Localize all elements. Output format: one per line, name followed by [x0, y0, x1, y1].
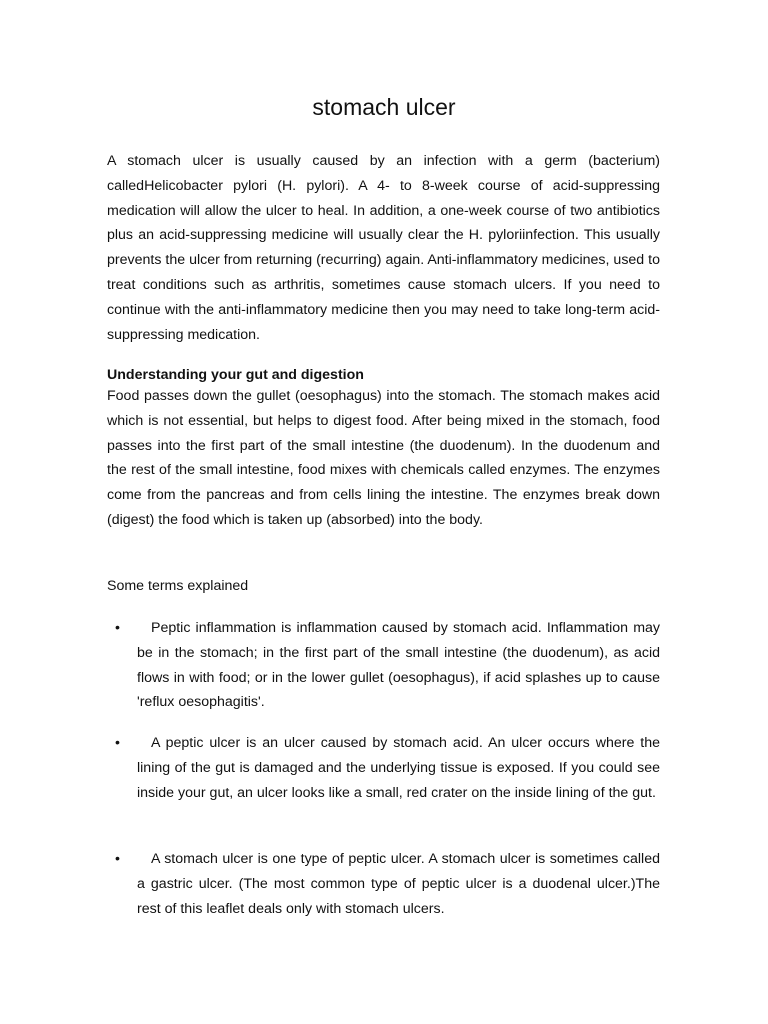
page-title: stomach ulcer — [312, 94, 456, 120]
bullet-icon: • — [115, 620, 120, 636]
section-paragraph: Food passes down the gullet (oesophagus) into the stomach. The stomach makes acid which is not essential, but helps to digest food. After being mixed in the stomach, food passes into the first part of the small intestine (the duodenum). In the duodenum and the rest of the small intestine, food mixes with chemicals called enzymes. The enzymes come from the pancreas and from cells lining the intestine. The enzymes break down (digest) the food which is taken up (absorbed) into the body. — [107, 388, 660, 528]
list-item-text: A peptic ulcer is an ulcer caused by stomach acid. An ulcer occurs where the lining of the gut is damaged and the underlying tissue is exposed. If you could see inside your gut, an ulcer looks like a small, red crater on the inside lining of the gut. — [137, 735, 660, 801]
bullet-icon: • — [115, 851, 120, 867]
bullet-icon: • — [115, 735, 120, 751]
terms-intro: Some terms explained — [107, 578, 249, 594]
list-item-text: Peptic inflammation is inflammation caused by stomach acid. Inflammation may be in the stomach; in the first part of the small intestine (the duodenum), as acid flows in with food; or in the lower gullet (oesophagus), if acid splashes up to cause 'reflux oesophagitis'. — [137, 620, 660, 711]
section-heading: Understanding your gut and digestion — [107, 367, 364, 383]
list-item-text: A stomach ulcer is one type of peptic ulcer. A stomach ulcer is sometimes called a gastric ulcer. (The most common type of peptic ulcer is a duodenal ulcer.)The rest of this leaflet deals only with stomach ulcers. — [137, 851, 660, 917]
intro-paragraph: A stomach ulcer is usually caused by an infection with a germ (bacterium) calledHelicobacter pylori (H. pylori). A 4- to 8-week course of acid-suppressing medication will allow the ulcer to heal. In addition, a one-week course of two antibiotics plus an acid-suppressing medicine will usually clear the H. pyloriinfection. This usually prevents the ulcer from returning (recurring) again. Anti-inflammatory medicines, used to treat conditions such as arthritis, sometimes cause stomach ulcers. If you need to continue with the anti-inflammatory medicine then you may need to take long-term acid-suppressing medication. — [107, 153, 660, 343]
